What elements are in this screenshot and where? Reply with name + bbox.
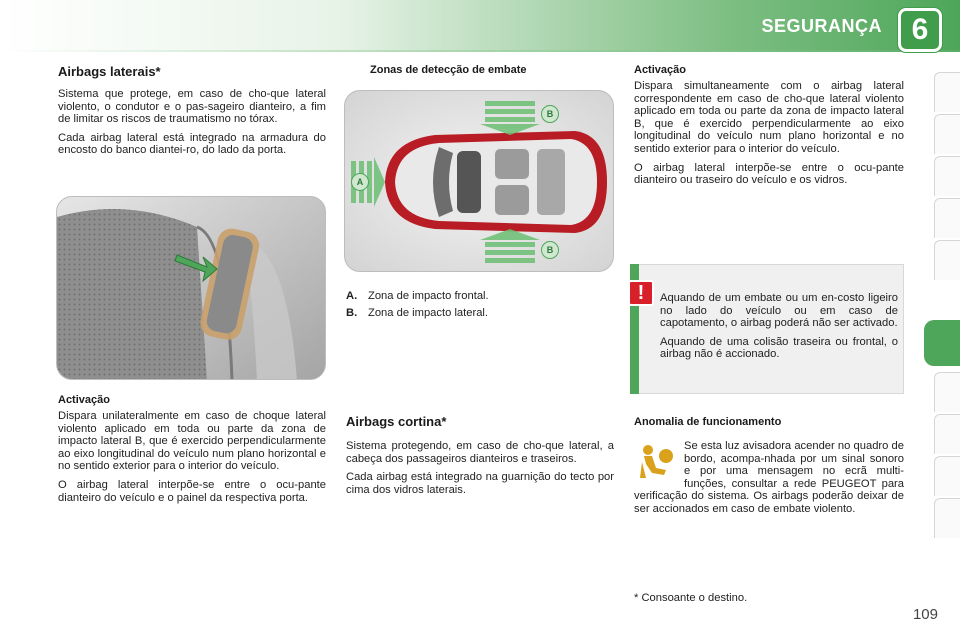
chapter-tab-1[interactable] <box>934 72 960 112</box>
chapter-tab-2[interactable] <box>934 114 960 154</box>
detection-zones-caption: Zonas de detecção de embate <box>370 64 527 76</box>
curtain-airbags-p2: Cada airbag está integrado na guarnição do tecto por cima dos vidros laterais. <box>346 471 614 496</box>
zone-legend-text: Zona de impacto frontal. <box>368 290 489 302</box>
chapter-tab-5[interactable] <box>934 240 960 280</box>
zone-legend <box>346 288 489 322</box>
car-topview-drawing <box>345 91 614 272</box>
footnote: * Consoante o destino. <box>634 592 748 604</box>
side-airbags-activation-p2: O airbag lateral interpõe-se entre o ocu-pante dianteiro do veículo e o painel da respectiva porta. <box>58 478 326 504</box>
chapter-tab-7[interactable] <box>934 372 960 412</box>
side-airbags-intro-p1: Sistema que protege, em caso de cho-que lateral violento, o condutor e o pas-sageiro dianteiro, a fim de limitar os riscos de traumatismo no tórax. <box>58 88 326 126</box>
malfunction-heading: Anomalia de funcionamento <box>634 416 782 428</box>
warning-p2: Aquando de uma colisão traseira ou frontal, o airbag não é accionado. <box>660 335 898 361</box>
chapter-tab-9[interactable] <box>934 456 960 496</box>
chapter-tab-4[interactable] <box>934 198 960 238</box>
zone-legend-key: A. <box>346 290 358 302</box>
side-airbags-activation-p1: Dispara unilateralmente em caso de choque lateral violento aplicado em toda ou parte da zona de impacto lateral B, que é exercido perpendicularmente ao eixo longitudinal do veículo num plano horizontal e no sentido exterior para o interior do veículo. <box>58 410 326 473</box>
side-airbags-intro <box>58 88 326 163</box>
zone-b-marker-bottom: B <box>541 241 559 259</box>
zone-legend-item-b <box>346 305 489 322</box>
warning-text <box>660 292 898 367</box>
curtain-activation-p2: O airbag lateral interpõe-se entre o ocu-pante dianteiro ou traseiro do veículo e os vidros. <box>634 161 904 187</box>
curtain-airbags-text <box>346 440 614 502</box>
icon-float-spacer <box>634 440 684 488</box>
curtain-activation-p1: Dispara simultaneamente com o airbag lateral correspondente em caso de cho-que lateral violento aplicado em toda ou parte da zona de impacto lateral B, que é exercido perpendicularmente ao eixo longitudinal do veículo num plano horizontal e no sentido exterior para o interior do veículo. <box>634 80 904 155</box>
chapter-tab-3[interactable] <box>934 156 960 196</box>
zone-legend-item-a <box>346 288 489 305</box>
seat-airbag-drawing <box>57 197 326 380</box>
zone-legend-text: Zona de impacto lateral. <box>368 307 489 319</box>
malfunction-text-wrap <box>634 440 904 522</box>
seat-airbag-illustration <box>56 196 326 380</box>
curtain-activation-heading: Activação <box>634 64 686 76</box>
warning-p1: Aquando de um embate ou um en-costo ligeiro no lado do veículo ou em caso de capotamento, o airbag poderá não ser activado. <box>660 292 898 330</box>
chapter-tab-6-active[interactable] <box>924 320 960 366</box>
side-airbags-activation-heading: Activação <box>58 394 110 406</box>
zone-b-marker-top: B <box>541 105 559 123</box>
chapter-tab-8[interactable] <box>934 414 960 454</box>
page-number: 109 <box>912 606 938 623</box>
malfunction-text: Se esta luz avisadora acender no quadro de bordo, acompa-nhada por um sinal sonoro e por uma mensagem no ecrã multi-funções, consultar a rede PEUGEOT para verificação do sistema. Os airbags poderão deixar de ser accionados em caso de embate violento. <box>634 440 904 515</box>
header-divider <box>0 50 960 52</box>
chapter-tab-10[interactable] <box>934 498 960 538</box>
chapter-badge[interactable]: 6 <box>898 8 942 52</box>
curtain-airbags-heading: Airbags cortina* <box>346 414 447 429</box>
detection-zones-diagram <box>344 90 614 272</box>
curtain-airbags-p1: Sistema protegendo, em caso de cho-que lateral, a cabeça dos passageiros dianteiros e traseiros. <box>346 440 614 465</box>
zone-a-marker: A <box>351 173 369 191</box>
side-airbags-intro-p2: Cada airbag lateral está integrado na armadura do encosto do banco diantei-ro, do lado da porta. <box>58 131 326 157</box>
zone-legend-key: B. <box>346 307 358 319</box>
side-airbags-heading: Airbags laterais* <box>58 64 161 79</box>
exclamation-warning-icon: ! <box>628 280 654 306</box>
chapter-tabs <box>930 72 960 572</box>
section-title: SEGURANÇA <box>761 16 882 36</box>
side-airbags-activation <box>58 410 326 510</box>
curtain-activation-text <box>634 80 904 193</box>
